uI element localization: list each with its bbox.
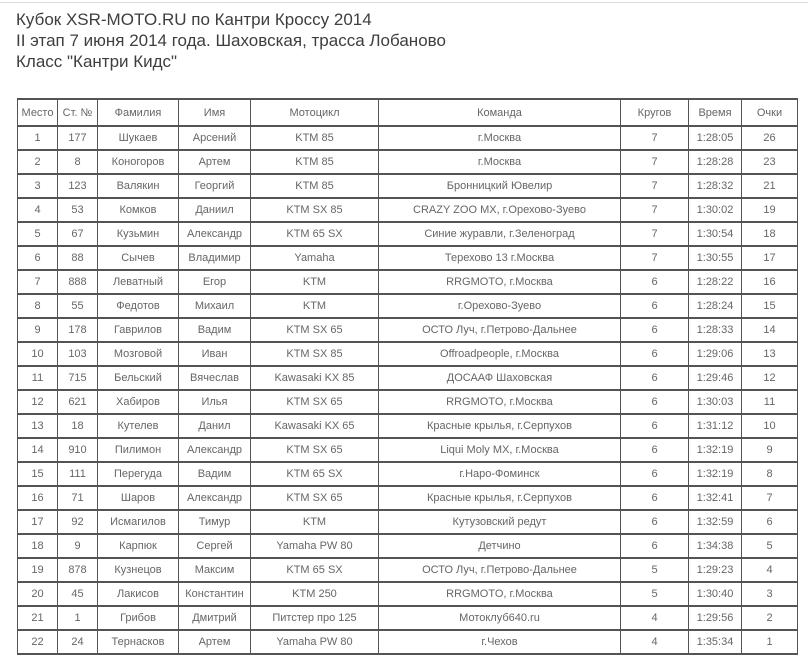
cell-team: RRGMOTO, г.Москва [379,270,621,294]
table-row [18,414,798,438]
cell-lastname: Пилимон [98,438,179,462]
cell-place: 21 [18,606,58,630]
cell-bike: KTM SX 65 [251,318,379,342]
cell-start-number: 177 [58,126,98,150]
cell-team: г.Наро-Фоминск [379,462,621,486]
cell-points: 23 [742,150,798,174]
cell-bike: Yamaha [251,246,379,270]
cell-points: 11 [742,390,798,414]
cell-team: ОСТО Луч, г.Петрово-Дальнее [379,558,621,582]
cell-place: 20 [18,582,58,606]
column-header-laps: Кругов [621,99,689,126]
cell-team: Терехово 13 г.Москва [379,246,621,270]
cell-points: 10 [742,414,798,438]
cell-team: Синие журавли, г.Зеленоград [379,222,621,246]
cell-place: 17 [18,510,58,534]
cell-start-number: 111 [58,462,98,486]
cell-firstname: Константин [179,582,251,606]
table-row [18,510,798,534]
cell-bike: KTM 250 [251,582,379,606]
cell-bike: Питстер про 125 [251,606,379,630]
cell-time: 1:28:33 [689,318,742,342]
table-row [18,294,798,318]
cell-firstname: Александр [179,222,251,246]
cell-firstname: Георгий [179,174,251,198]
cell-bike: Kawasaki KX 85 [251,366,379,390]
cell-firstname: Артем [179,630,251,654]
cell-bike: KTM SX 65 [251,438,379,462]
table-row [18,270,798,294]
cell-laps: 6 [621,390,689,414]
cell-firstname: Артем [179,150,251,174]
cell-points: 13 [742,342,798,366]
column-header-firstname: Имя [179,99,251,126]
cell-start-number: 55 [58,294,98,318]
page-subtitle-class: Класс "Кантри Кидс" [16,52,178,71]
column-header-start-number: Ст. № [58,99,98,126]
cell-lastname: Комков [98,198,179,222]
cell-points: 6 [742,510,798,534]
cell-laps: 7 [621,198,689,222]
cell-place: 11 [18,366,58,390]
table-row [18,630,798,654]
cell-start-number: 53 [58,198,98,222]
cell-bike: Yamaha PW 80 [251,630,379,654]
results-table [17,98,798,655]
cell-bike: KTM 85 [251,174,379,198]
cell-firstname: Илья [179,390,251,414]
cell-firstname: Вадим [179,318,251,342]
cell-points: 2 [742,606,798,630]
cell-team: Бронницкий Ювелир [379,174,621,198]
cell-place: 6 [18,246,58,270]
cell-firstname: Даниил [179,198,251,222]
table-row [18,606,798,630]
cell-start-number: 123 [58,174,98,198]
cell-team: ОСТО Луч, г.Петрово-Дальнее [379,318,621,342]
cell-start-number: 8 [58,150,98,174]
column-header-team: Команда [379,99,621,126]
table-row [18,534,798,558]
table-header-row [18,99,798,126]
cell-firstname: Максим [179,558,251,582]
cell-firstname: Арсений [179,126,251,150]
cell-place: 8 [18,294,58,318]
cell-bike: KTM 65 SX [251,462,379,486]
cell-place: 1 [18,126,58,150]
cell-laps: 6 [621,342,689,366]
cell-laps: 6 [621,462,689,486]
cell-place: 13 [18,414,58,438]
cell-laps: 6 [621,318,689,342]
cell-time: 1:28:22 [689,270,742,294]
cell-lastname: Карпюк [98,534,179,558]
cell-firstname: Михаил [179,294,251,318]
cell-points: 7 [742,486,798,510]
cell-laps: 6 [621,366,689,390]
cell-laps: 4 [621,606,689,630]
cell-firstname: Вячеслав [179,366,251,390]
table-body [18,126,798,654]
cell-place: 3 [18,174,58,198]
cell-lastname: Сычев [98,246,179,270]
page-subtitle-stage: II этап 7 июня 2014 года. Шаховская, трасса Лобаново [16,31,446,50]
table-row [18,222,798,246]
cell-points: 19 [742,198,798,222]
cell-team: г.Орехово-Зуево [379,294,621,318]
cell-laps: 4 [621,630,689,654]
cell-laps: 7 [621,174,689,198]
cell-place: 10 [18,342,58,366]
cell-team: Красные крылья, г.Серпухов [379,414,621,438]
table-row [18,318,798,342]
cell-start-number: 178 [58,318,98,342]
cell-points: 8 [742,462,798,486]
cell-lastname: Хабиров [98,390,179,414]
cell-place: 12 [18,390,58,414]
cell-place: 22 [18,630,58,654]
cell-time: 1:31:12 [689,414,742,438]
cell-lastname: Перегуда [98,462,179,486]
cell-time: 1:28:28 [689,150,742,174]
table-row [18,366,798,390]
cell-team: CRAZY ZOO MX, г.Орехово-Зуево [379,198,621,222]
cell-points: 1 [742,630,798,654]
cell-bike: Kawasaki KX 65 [251,414,379,438]
column-header-place: Место [18,99,58,126]
cell-lastname: Шукаев [98,126,179,150]
table-header [18,99,798,126]
column-header-points: Очки [742,99,798,126]
cell-lastname: Бельский [98,366,179,390]
cell-start-number: 878 [58,558,98,582]
cell-time: 1:28:24 [689,294,742,318]
cell-start-number: 18 [58,414,98,438]
cell-team: Детчино [379,534,621,558]
column-header-time: Время [689,99,742,126]
cell-time: 1:28:05 [689,126,742,150]
cell-team: ДОСААФ Шаховская [379,366,621,390]
table-row [18,198,798,222]
cell-firstname: Александр [179,486,251,510]
cell-bike: KTM [251,294,379,318]
cell-team: Кутузовский редут [379,510,621,534]
column-header-lastname: Фамилия [98,99,179,126]
cell-points: 15 [742,294,798,318]
cell-start-number: 103 [58,342,98,366]
cell-firstname: Сергей [179,534,251,558]
table-row [18,246,798,270]
cell-time: 1:28:32 [689,174,742,198]
cell-laps: 7 [621,222,689,246]
table-row [18,438,798,462]
cell-team: Liqui Moly MX, г.Москва [379,438,621,462]
cell-laps: 6 [621,510,689,534]
cell-time: 1:30:54 [689,222,742,246]
cell-bike: KTM 85 [251,126,379,150]
cell-bike: KTM SX 85 [251,198,379,222]
cell-laps: 6 [621,414,689,438]
cell-start-number: 910 [58,438,98,462]
cell-firstname: Тимур [179,510,251,534]
cell-points: 9 [742,438,798,462]
cell-laps: 6 [621,294,689,318]
cell-bike: KTM 65 SX [251,222,379,246]
table-row [18,582,798,606]
table-row [18,462,798,486]
cell-place: 18 [18,534,58,558]
cell-bike: KTM SX 85 [251,342,379,366]
cell-firstname: Вадим [179,462,251,486]
cell-lastname: Кутелев [98,414,179,438]
cell-laps: 6 [621,486,689,510]
cell-time: 1:30:03 [689,390,742,414]
cell-points: 16 [742,270,798,294]
cell-firstname: Александр [179,438,251,462]
cell-time: 1:34:38 [689,534,742,558]
cell-laps: 6 [621,534,689,558]
cell-bike: KTM 65 SX [251,558,379,582]
cell-start-number: 9 [58,534,98,558]
page-header [16,9,808,72]
cell-place: 15 [18,462,58,486]
cell-team: г.Москва [379,150,621,174]
cell-laps: 5 [621,582,689,606]
cell-time: 1:35:34 [689,630,742,654]
table-row [18,150,798,174]
cell-start-number: 92 [58,510,98,534]
cell-team: г.Москва [379,126,621,150]
top-divider [0,2,808,3]
cell-place: 14 [18,438,58,462]
cell-bike: KTM 85 [251,150,379,174]
cell-firstname: Данил [179,414,251,438]
cell-place: 16 [18,486,58,510]
cell-place: 9 [18,318,58,342]
cell-laps: 7 [621,126,689,150]
cell-bike: KTM SX 65 [251,390,379,414]
cell-lastname: Гаврилов [98,318,179,342]
cell-points: 12 [742,366,798,390]
cell-lastname: Леватный [98,270,179,294]
cell-lastname: Кузнецов [98,558,179,582]
cell-firstname: Владимир [179,246,251,270]
cell-start-number: 67 [58,222,98,246]
cell-points: 5 [742,534,798,558]
table-row [18,126,798,150]
table-row [18,174,798,198]
cell-points: 17 [742,246,798,270]
cell-lastname: Шаров [98,486,179,510]
cell-lastname: Коногоров [98,150,179,174]
cell-points: 26 [742,126,798,150]
cell-firstname: Егор [179,270,251,294]
cell-lastname: Кузьмин [98,222,179,246]
cell-time: 1:32:19 [689,462,742,486]
cell-time: 1:32:41 [689,486,742,510]
cell-lastname: Валякин [98,174,179,198]
cell-bike: KTM [251,270,379,294]
cell-bike: KTM SX 65 [251,486,379,510]
cell-time: 1:32:19 [689,438,742,462]
cell-team: RRGMOTO, г.Москва [379,582,621,606]
cell-firstname: Дмитрий [179,606,251,630]
cell-start-number: 1 [58,606,98,630]
cell-lastname: Лакисов [98,582,179,606]
cell-time: 1:30:55 [689,246,742,270]
cell-lastname: Исмагилов [98,510,179,534]
table-row [18,558,798,582]
cell-team: Красные крылья, г.Серпухов [379,486,621,510]
cell-firstname: Иван [179,342,251,366]
cell-time: 1:29:46 [689,366,742,390]
cell-place: 5 [18,222,58,246]
cell-place: 7 [18,270,58,294]
cell-start-number: 24 [58,630,98,654]
cell-time: 1:29:06 [689,342,742,366]
table-row [18,342,798,366]
cell-points: 18 [742,222,798,246]
table-row [18,486,798,510]
cell-lastname: Тернасков [98,630,179,654]
cell-place: 4 [18,198,58,222]
table-row [18,390,798,414]
cell-lastname: Грибов [98,606,179,630]
cell-time: 1:29:56 [689,606,742,630]
cell-team: Мотоклуб640.ru [379,606,621,630]
cell-time: 1:30:02 [689,198,742,222]
cell-lastname: Мозговой [98,342,179,366]
cell-laps: 6 [621,438,689,462]
cell-start-number: 621 [58,390,98,414]
cell-lastname: Федотов [98,294,179,318]
cell-start-number: 715 [58,366,98,390]
cell-place: 2 [18,150,58,174]
cell-time: 1:30:40 [689,582,742,606]
cell-points: 4 [742,558,798,582]
cell-time: 1:32:59 [689,510,742,534]
cell-laps: 7 [621,150,689,174]
column-header-bike: Мотоцикл [251,99,379,126]
cell-team: Offroadpeople, г.Москва [379,342,621,366]
page-title: Кубок XSR-MOTO.RU по Кантри Кроссу 2014 [16,10,372,29]
cell-laps: 7 [621,246,689,270]
cell-bike: Yamaha PW 80 [251,534,379,558]
cell-team: г.Чехов [379,630,621,654]
cell-points: 21 [742,174,798,198]
cell-bike: KTM [251,510,379,534]
cell-start-number: 45 [58,582,98,606]
cell-place: 19 [18,558,58,582]
cell-team: RRGMOTO, г.Москва [379,390,621,414]
cell-time: 1:29:23 [689,558,742,582]
cell-start-number: 888 [58,270,98,294]
cell-points: 3 [742,582,798,606]
cell-laps: 6 [621,270,689,294]
cell-start-number: 88 [58,246,98,270]
cell-laps: 5 [621,558,689,582]
cell-points: 14 [742,318,798,342]
cell-start-number: 71 [58,486,98,510]
